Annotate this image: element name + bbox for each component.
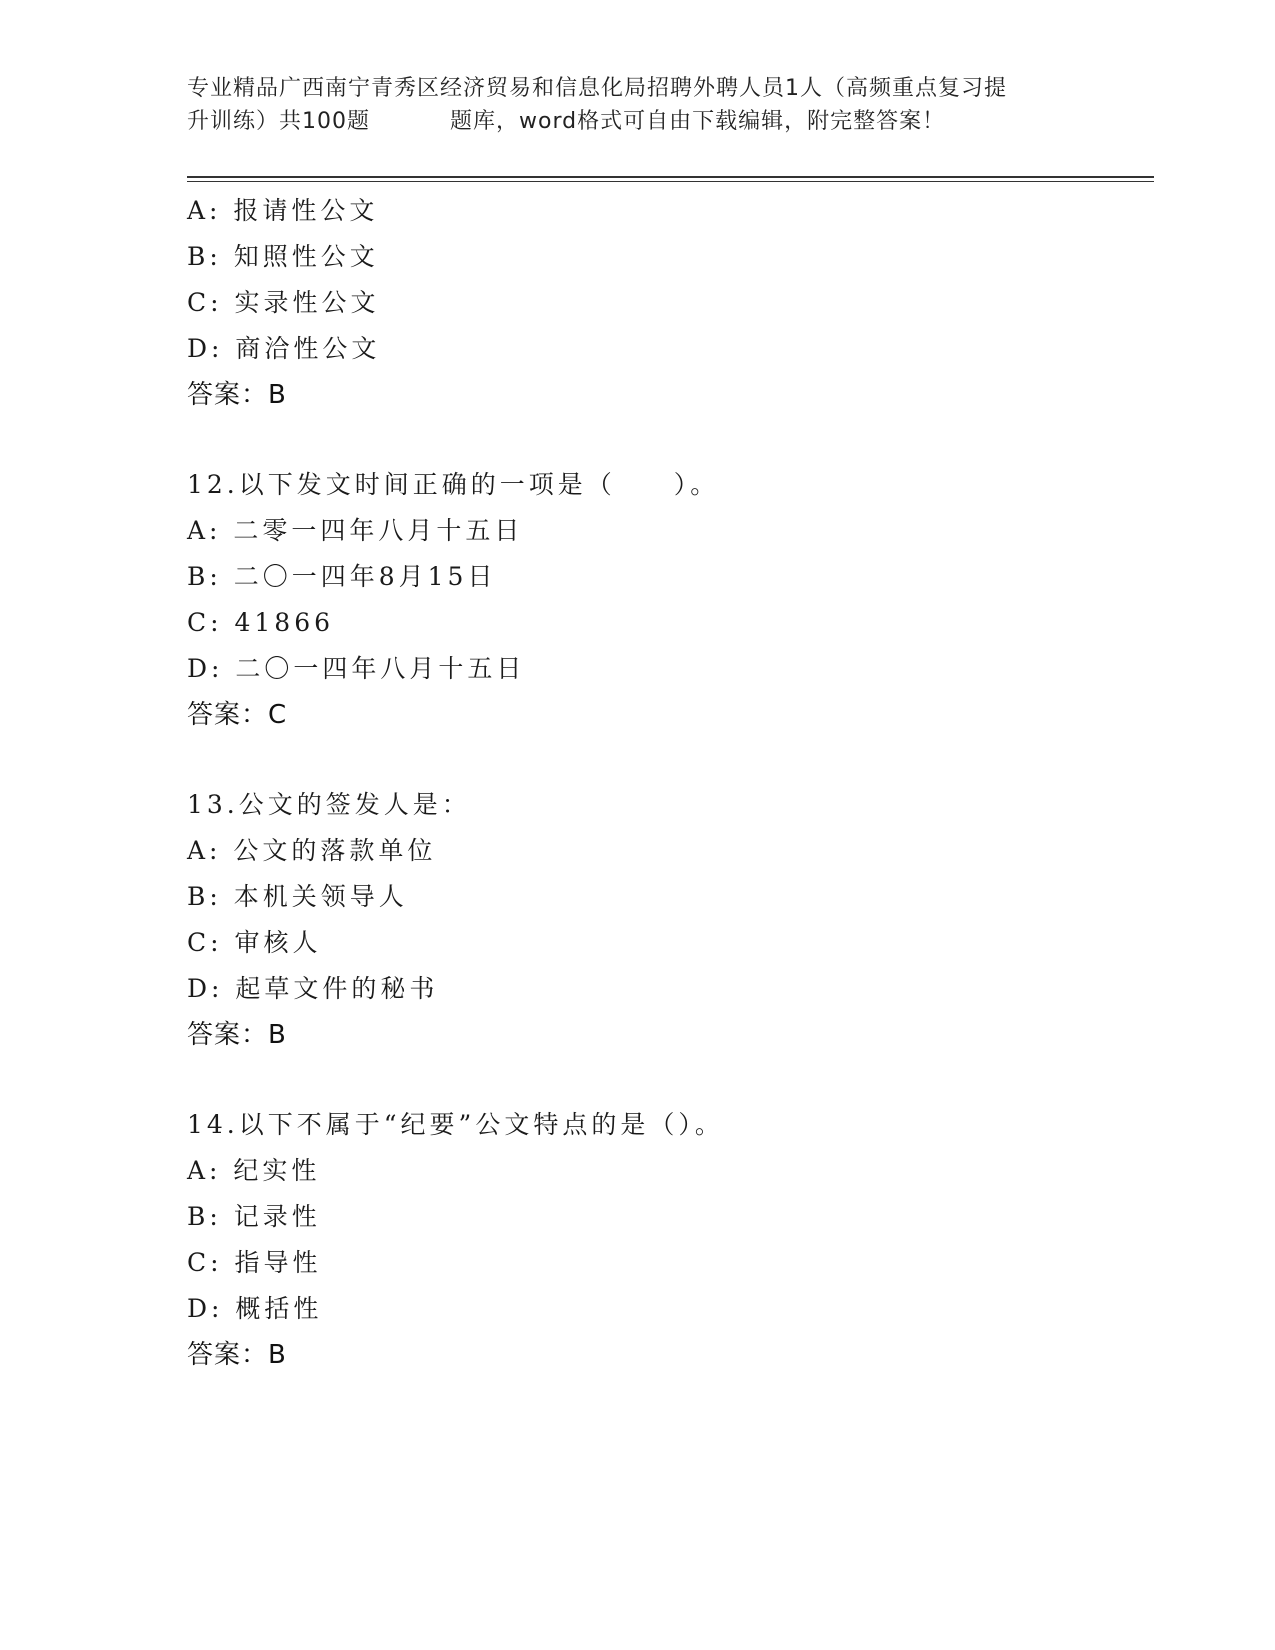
option-d: D: 起草文件的秘书 [187,974,439,1003]
question-block [187,1102,1147,1378]
question-text: 12.以下发文时间正确的一项是（ ）。 [187,470,720,499]
option-c: C: 指导性 [187,1248,322,1277]
question-text: 13.公文的签发人是： [187,790,471,819]
answer-line: 答案：B [187,1020,287,1050]
question-text: 14.以下不属于“纪要”公文特点的是（）。 [187,1110,724,1139]
answer-line: 答案：B [187,380,287,410]
option-a: A: 二零一四年八月十五日 [187,516,524,545]
question-block [187,462,1147,738]
question-block [187,188,1147,418]
option-b: B: 本机关领导人 [187,882,408,911]
option-b: B: 知照性公文 [187,242,379,271]
header-title-line-2 [187,105,1087,138]
option-a: A: 报请性公文 [187,196,379,225]
block-spacer [187,1058,1147,1102]
option-c: C: 41866 [187,608,335,637]
option-a: A: 纪实性 [187,1156,321,1185]
header-divider [187,176,1154,182]
answer-line: 答案：B [187,1340,287,1370]
question-list [187,188,1147,1378]
option-c: C: 审核人 [187,928,322,957]
option-a: A: 公文的落款单位 [187,836,437,865]
option-b: B: 二〇一四年8月15日 [187,562,497,591]
block-spacer [187,418,1147,462]
option-d: D: 二〇一四年八月十五日 [187,654,526,683]
header-title-line-1: 专业精品广西南宁青秀区经济贸易和信息化局招聘外聘人员1人（高频重点复习提 [187,76,1007,101]
option-d: D: 商洽性公文 [187,334,381,363]
answer-line: 答案：C [187,700,288,730]
document-header [187,72,1087,138]
question-block [187,782,1147,1058]
block-spacer [187,738,1147,782]
header-title-line-2-part-1: 升训练）共100题 [187,109,370,134]
option-b: B: 记录性 [187,1202,321,1231]
option-c: C: 实录性公文 [187,288,380,317]
option-d: D: 概括性 [187,1294,323,1323]
header-title-line-2-part-2: 题库，word格式可自由下载编辑，附完整答案！ [450,109,946,134]
